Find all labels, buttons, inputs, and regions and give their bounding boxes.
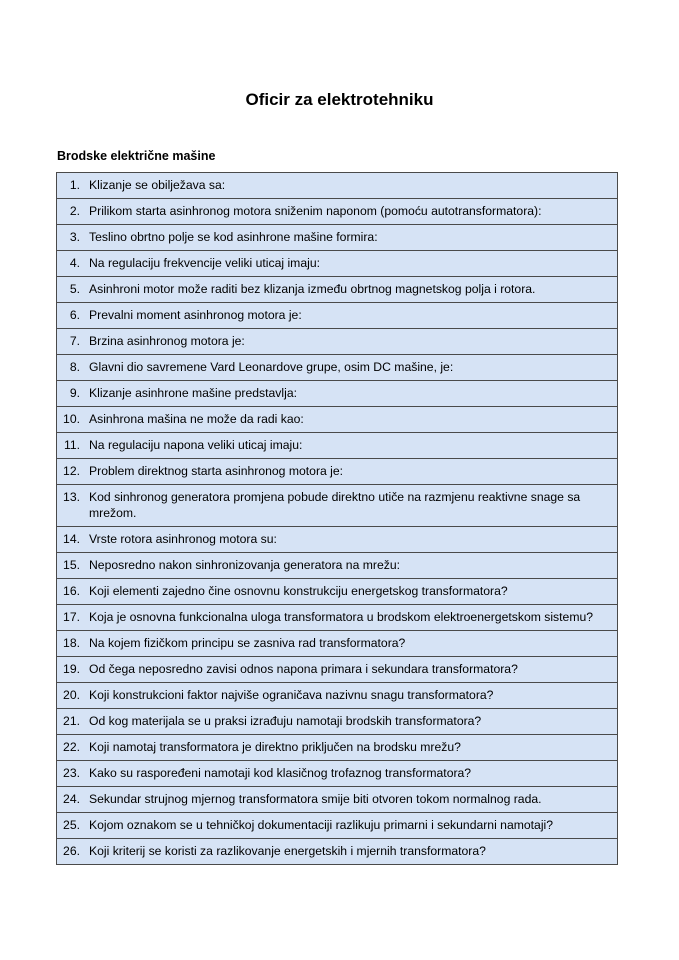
- questions-table: [56, 172, 618, 865]
- question-text: Glavni dio savremene Vard Leonardove grupe, osim DC mašine, je:: [84, 355, 618, 381]
- question-text: Koji kriterij se koristi za razlikovanje energetskih i mjernih transformatora?: [84, 839, 618, 865]
- question-row: [57, 433, 618, 459]
- question-row: [57, 225, 618, 251]
- question-text: Asinhroni motor može raditi bez klizanja između obrtnog magnetskog polja i rotora.: [84, 277, 618, 303]
- question-row: [57, 839, 618, 865]
- question-text: Asinhrona mašina ne može da radi kao:: [84, 407, 618, 433]
- question-number: 13.: [57, 485, 85, 527]
- question-text: Koja je osnovna funkcionalna uloga transformatora u brodskom elektroenergetskom sistemu?: [84, 605, 618, 631]
- question-text: Prevalni moment asinhronog motora je:: [84, 303, 618, 329]
- question-row: [57, 631, 618, 657]
- question-text: Na regulaciju frekvencije veliki uticaj imaju:: [84, 251, 618, 277]
- question-text: Kojom oznakom se u tehničkoj dokumentaciji razlikuju primarni i sekundarni namotaji?: [84, 813, 618, 839]
- question-row: [57, 761, 618, 787]
- question-row: [57, 303, 618, 329]
- question-text: Koji namotaj transformatora je direktno priključen na brodsku mrežu?: [84, 735, 618, 761]
- question-number: 8.: [57, 355, 85, 381]
- question-text: Koji elementi zajedno čine osnovnu konstrukciju energetskog transformatora?: [84, 579, 618, 605]
- question-text: Od kog materijala se u praksi izrađuju namotaji brodskih transformatora?: [84, 709, 618, 735]
- question-text: Klizanje se obilježava sa:: [84, 173, 618, 199]
- question-row: [57, 683, 618, 709]
- question-number: 5.: [57, 277, 85, 303]
- question-row: [57, 553, 618, 579]
- questions-table-body: [57, 173, 618, 865]
- question-row: [57, 329, 618, 355]
- question-number: 20.: [57, 683, 85, 709]
- question-number: 10.: [57, 407, 85, 433]
- question-text: Klizanje asinhrone mašine predstavlja:: [84, 381, 618, 407]
- question-row: [57, 485, 618, 527]
- question-text: Prilikom starta asinhronog motora sniženim naponom (pomoću autotransformatora):: [84, 199, 618, 225]
- question-row: [57, 173, 618, 199]
- question-row: [57, 579, 618, 605]
- question-number: 6.: [57, 303, 85, 329]
- question-text: Sekundar strujnog mjernog transformatora smije biti otvoren tokom normalnog rada.: [84, 787, 618, 813]
- question-number: 12.: [57, 459, 85, 485]
- question-number: 26.: [57, 839, 85, 865]
- question-row: [57, 657, 618, 683]
- question-number: 22.: [57, 735, 85, 761]
- question-row: [57, 381, 618, 407]
- question-number: 15.: [57, 553, 85, 579]
- question-text: Neposredno nakon sinhronizovanja generatora na mrežu:: [84, 553, 618, 579]
- question-row: [57, 459, 618, 485]
- question-row: [57, 735, 618, 761]
- question-number: 16.: [57, 579, 85, 605]
- question-number: 1.: [57, 173, 85, 199]
- question-text: Na regulaciju napona veliki uticaj imaju:: [84, 433, 618, 459]
- question-row: [57, 605, 618, 631]
- question-number: 18.: [57, 631, 85, 657]
- question-text: Brzina asinhronog motora je:: [84, 329, 618, 355]
- question-number: 7.: [57, 329, 85, 355]
- question-row: [57, 407, 618, 433]
- question-text: Vrste rotora asinhronog motora su:: [84, 527, 618, 553]
- question-row: [57, 355, 618, 381]
- question-number: 11.: [57, 433, 85, 459]
- question-row: [57, 277, 618, 303]
- section-heading: Brodske električne mašine: [57, 149, 216, 163]
- question-text: Kod sinhronog generatora promjena pobude direktno utiče na razmjenu reaktivne snage sa mrežom.: [84, 485, 618, 527]
- question-number: 19.: [57, 657, 85, 683]
- question-text: Problem direktnog starta asinhronog motora je:: [84, 459, 618, 485]
- question-text: Koji konstrukcioni faktor najviše ograničava nazivnu snagu transformatora?: [84, 683, 618, 709]
- question-number: 4.: [57, 251, 85, 277]
- question-number: 2.: [57, 199, 85, 225]
- question-row: [57, 251, 618, 277]
- question-row: [57, 527, 618, 553]
- question-number: 21.: [57, 709, 85, 735]
- question-row: [57, 787, 618, 813]
- document-title: Oficir za elektrotehniku: [245, 90, 434, 109]
- question-number: 25.: [57, 813, 85, 839]
- question-number: 23.: [57, 761, 85, 787]
- question-text: Teslino obrtno polje se kod asinhrone mašine formira:: [84, 225, 618, 251]
- question-text: Od čega neposredno zavisi odnos napona primara i sekundara transformatora?: [84, 657, 618, 683]
- question-number: 14.: [57, 527, 85, 553]
- question-number: 24.: [57, 787, 85, 813]
- question-row: [57, 709, 618, 735]
- question-number: 3.: [57, 225, 85, 251]
- question-text: Kako su raspoređeni namotaji kod klasičnog trofaznog transformatora?: [84, 761, 618, 787]
- question-number: 9.: [57, 381, 85, 407]
- question-number: 17.: [57, 605, 85, 631]
- question-row: [57, 813, 618, 839]
- question-row: [57, 199, 618, 225]
- question-text: Na kojem fizičkom principu se zasniva rad transformatora?: [84, 631, 618, 657]
